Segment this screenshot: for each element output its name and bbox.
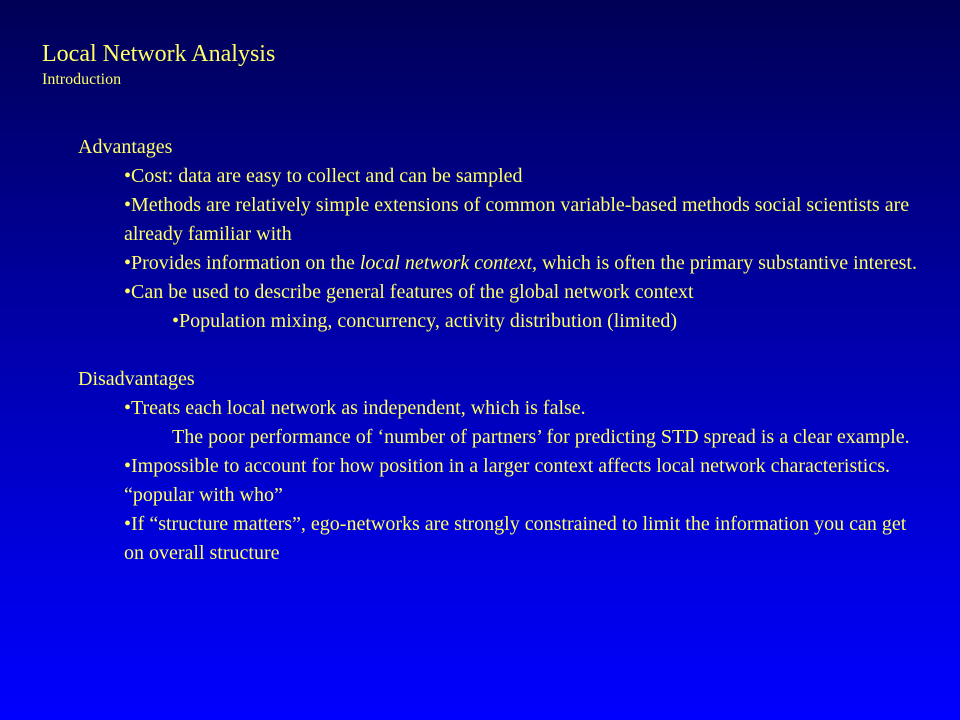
advantage-cost: •Cost: data are easy to collect and can be sampled bbox=[124, 165, 523, 187]
advantage-local-context-emphasis: local network context, bbox=[359, 252, 538, 274]
disadvantage-position: •Impossible to account for how position in a larger context affects local network characteristics. “popular with who” bbox=[124, 455, 891, 506]
advantage-local-context-pre: •Provides information on the bbox=[124, 252, 360, 274]
advantage-methods: •Methods are relatively simple extensions of common variable-based methods social scientists are already familiar with bbox=[124, 194, 910, 245]
slide-body bbox=[78, 133, 918, 568]
slide-subtitle: Introduction bbox=[42, 71, 122, 88]
disadvantage-independent-note: The poor performance of ‘number of partners’ for predicting STD spread is a clear example. bbox=[172, 426, 910, 448]
disadvantages-heading: Disadvantages bbox=[78, 368, 195, 390]
advantage-local-context-post: which is often the primary substantive interest. bbox=[537, 252, 917, 274]
advantage-local-context bbox=[78, 249, 918, 278]
disadvantage-structure: •If “structure matters”, ego-networks are strongly constrained to limit the information you can get on overall structure bbox=[124, 513, 907, 564]
section-spacer bbox=[78, 336, 918, 365]
advantages-heading: Advantages bbox=[78, 136, 173, 158]
disadvantage-independent: •Treats each local network as independent, which is false. bbox=[124, 397, 586, 419]
advantage-global-subitem: •Population mixing, concurrency, activity distribution (limited) bbox=[172, 310, 678, 332]
slide-title: Local Network Analysis bbox=[42, 41, 276, 67]
advantage-global-context: •Can be used to describe general features of the global network context bbox=[124, 281, 694, 303]
